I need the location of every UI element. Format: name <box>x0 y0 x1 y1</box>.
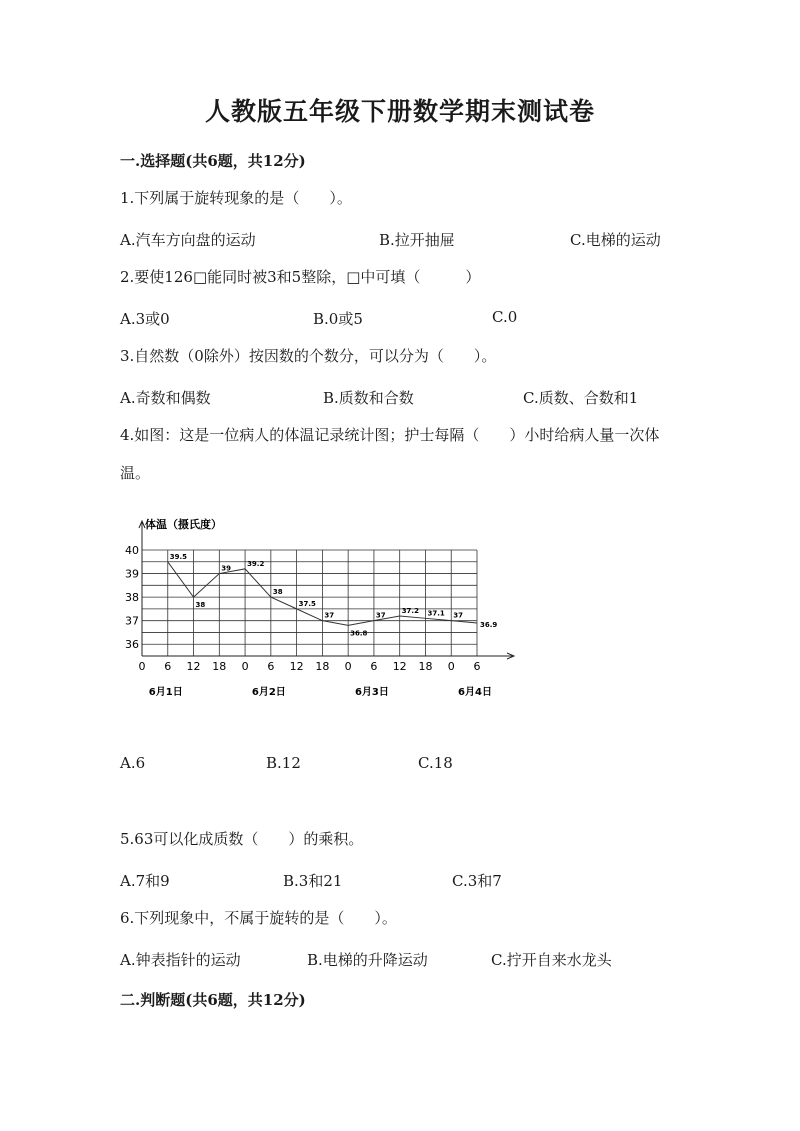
data-label: 37 <box>375 611 386 620</box>
q6-option-b: B.电梯的升降运动 <box>307 951 428 969</box>
q2-option-a: A.3或0 <box>120 310 170 328</box>
q5-option-c: C.3和7 <box>452 872 502 890</box>
q3-option-c: C.质数、合数和1 <box>523 389 639 407</box>
y-tick-label: 38 <box>125 591 139 605</box>
data-label: 39.5 <box>169 552 188 561</box>
day-label: 6月3日 <box>354 687 389 698</box>
data-label: 37.5 <box>298 599 316 608</box>
x-tick-label: 18 <box>212 660 227 673</box>
x-tick-label: 0 <box>447 660 455 673</box>
q5-option-a: A.7和9 <box>120 872 170 890</box>
q3-option-a: A.奇数和偶数 <box>120 389 211 407</box>
question-6: 6.下列现象中，不属于旋转的是（ ）。 <box>120 909 397 927</box>
q4-option-c: C.18 <box>418 754 453 772</box>
day-label: 6月4日 <box>458 687 492 698</box>
data-label: 36.9 <box>480 621 498 630</box>
q6-option-c: C.拧开自来水龙头 <box>491 951 612 969</box>
y-tick-label: 37 <box>125 614 139 628</box>
data-label: 39.2 <box>247 559 265 568</box>
question-1: 1.下列属于旋转现象的是（ ）。 <box>120 189 352 207</box>
x-tick-label: 12 <box>186 660 201 673</box>
q1-option-b: B.拉开抽屉 <box>379 231 455 249</box>
x-tick-label: 6 <box>164 660 172 673</box>
q2-option-c: C.0 <box>492 308 518 326</box>
y-tick-label: 36 <box>125 638 139 652</box>
q1-option-a: A.汽车方向盘的运动 <box>120 231 256 249</box>
section-heading-judge: 二.判断题(共6题，共12分) <box>120 991 306 1009</box>
x-tick-label: 18 <box>418 660 433 673</box>
x-tick-label: 0 <box>138 660 146 673</box>
chart-y-axis-label: 体温（摄氏度） <box>145 518 222 531</box>
question-2: 2.要使126□能同时被3和5整除，□中可填（ ） <box>120 268 481 286</box>
y-tick-label: 40 <box>125 544 139 557</box>
data-label: 39 <box>221 564 232 573</box>
data-label: 37 <box>453 611 463 620</box>
q2-option-b: B.0或5 <box>313 310 363 328</box>
q4-option-b: B.12 <box>266 754 301 772</box>
data-label: 38 <box>272 588 283 597</box>
temperature-line-chart <box>125 512 525 702</box>
q3-option-b: B.质数和合数 <box>323 389 414 407</box>
x-tick-label: 12 <box>392 660 407 673</box>
x-tick-label: 6 <box>473 660 481 673</box>
x-tick-label: 0 <box>241 660 249 673</box>
question-3: 3.自然数（0除外）按因数的个数分，可以分为（ ）。 <box>120 347 497 365</box>
x-tick-label: 6 <box>370 660 378 673</box>
x-tick-label: 18 <box>315 660 330 673</box>
question-4: 4.如图：这是一位病人的体温记录统计图；护士每隔（ ）小时给病人量一次体温。 <box>120 426 660 482</box>
data-label: 36.8 <box>350 629 368 638</box>
q4-option-a: A.6 <box>120 754 146 772</box>
day-label: 6月1日 <box>148 687 183 698</box>
x-tick-label: 12 <box>289 660 304 673</box>
data-label: 37.2 <box>401 606 419 615</box>
x-tick-label: 6 <box>267 660 275 673</box>
q6-option-a: A.钟表指针的运动 <box>120 951 241 969</box>
q1-option-c: C.电梯的运动 <box>570 231 661 249</box>
page-title: 人教版五年级下册数学期末测试卷 <box>204 97 595 126</box>
data-label: 37 <box>324 611 335 620</box>
section-heading-choice: 一.选择题(共6题，共12分) <box>120 152 306 170</box>
y-tick-label: 39 <box>125 567 139 581</box>
data-label: 38 <box>195 601 206 610</box>
x-tick-label: 0 <box>344 660 352 673</box>
q5-option-b: B.3和21 <box>283 872 343 890</box>
day-label: 6月2日 <box>251 687 286 698</box>
question-5: 5.63可以化成质数（ ）的乘积。 <box>120 830 364 848</box>
data-label: 37.1 <box>427 609 445 618</box>
